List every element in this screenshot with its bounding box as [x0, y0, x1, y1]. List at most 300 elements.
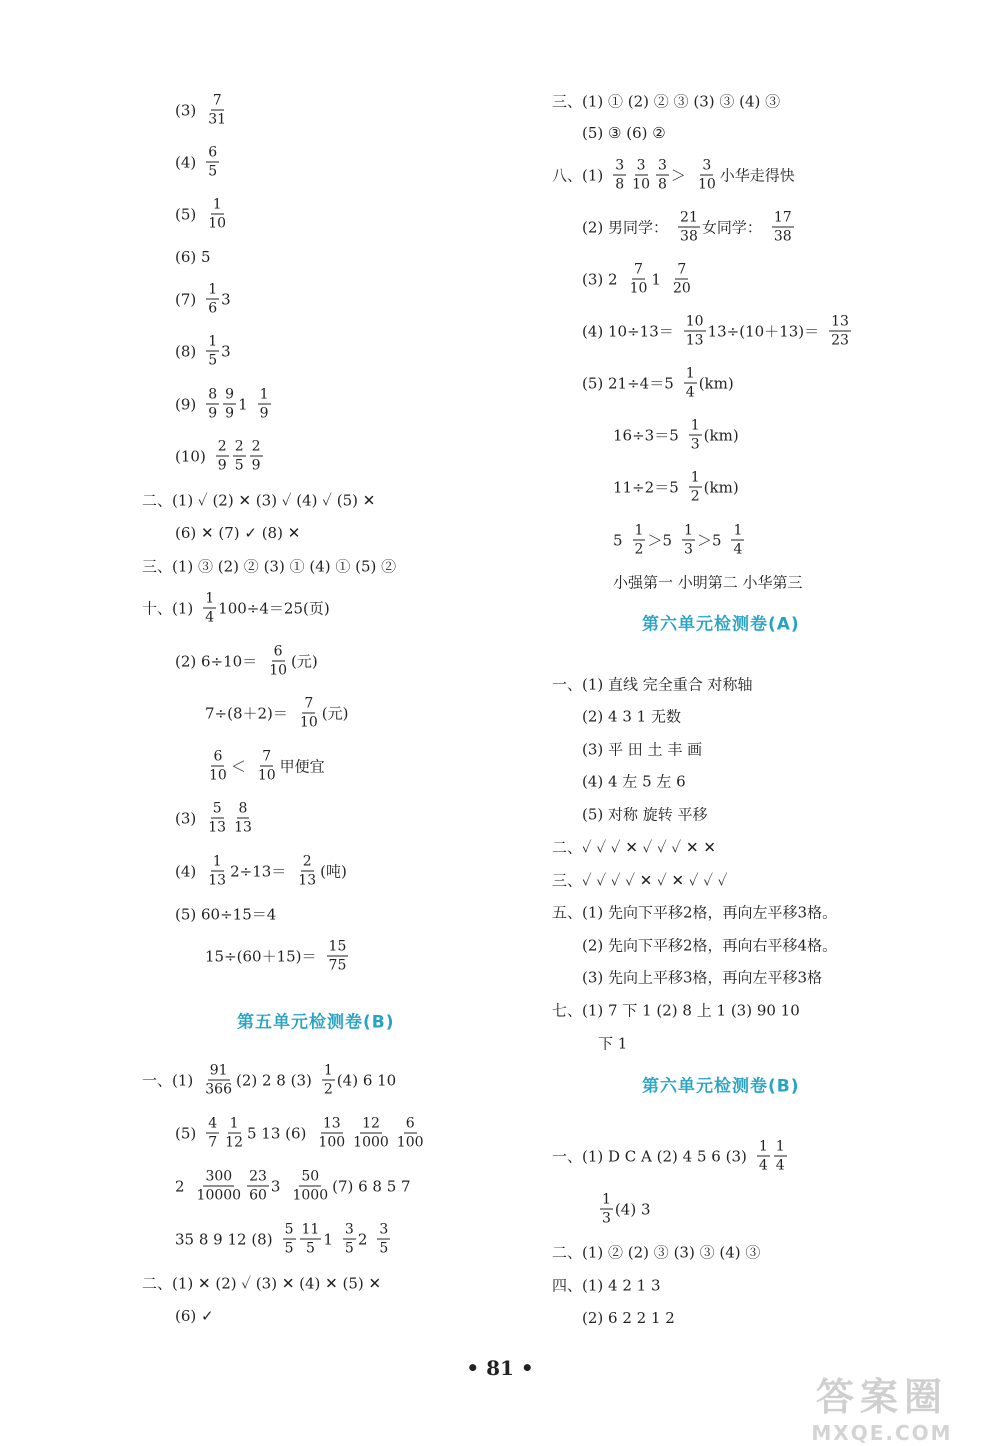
answer-text: 下 1 [598, 1034, 628, 1053]
answer-line [613, 524, 746, 557]
answer-text: (5) 对称 旋转 平移 [582, 805, 708, 824]
answer-line [582, 367, 742, 400]
fraction-denominator: 31 [208, 111, 227, 128]
fraction [684, 315, 706, 348]
answer-text: 7÷(8＋2)＝ [205, 704, 288, 723]
answer-text: 2 [357, 1230, 368, 1248]
fraction-numerator: 3 [379, 1221, 389, 1238]
fraction [258, 388, 271, 421]
fraction-denominator: 4 [758, 1157, 768, 1174]
fraction-denominator: 6 [208, 300, 218, 317]
answer-text: (4) 3 [614, 1200, 651, 1218]
fraction-numerator: 3 [636, 157, 646, 174]
fraction-denominator: 9 [259, 405, 269, 422]
answer-text: (3) [175, 809, 197, 827]
answer-line [582, 935, 845, 956]
answer-text: 三、(1) ③ (2) ② (3) ① (4) ① (5) ② [142, 557, 397, 576]
fraction [829, 315, 851, 348]
answer-line [175, 388, 273, 421]
fraction-denominator: 60 [249, 1187, 267, 1204]
answer-line [552, 159, 803, 192]
answer-text: (km) [703, 478, 739, 496]
fraction-numerator: 1 [733, 522, 743, 539]
answer-text: ＞ [670, 166, 686, 185]
fraction-denominator: 4 [775, 1157, 785, 1174]
fraction-numerator: 13 [831, 313, 849, 330]
answer-line [582, 706, 689, 727]
answer-line [582, 315, 853, 348]
fraction [351, 1117, 391, 1150]
fraction-denominator: 3 [684, 541, 693, 558]
fraction [671, 263, 693, 296]
fraction-numerator: 7 [212, 92, 222, 109]
answer-text: (3) 先向上平移3格，再向左平移3格 [582, 968, 823, 987]
fraction-denominator: 8 [658, 176, 667, 193]
fraction [203, 592, 216, 625]
fraction-denominator: 2 [690, 488, 700, 505]
fraction-numerator: 7 [677, 261, 687, 278]
answer-text: ＞5 [647, 531, 673, 550]
answer-text: (5) ③ (6) ② [582, 124, 666, 142]
answer-text: 一、(1) D C A (2) 4 5 6 (3) [552, 1147, 747, 1166]
fraction-numerator: 12 [362, 1115, 380, 1132]
fraction-denominator: 13 [234, 819, 252, 836]
fraction [731, 524, 744, 557]
fraction-numerator: 2 [234, 438, 244, 455]
fraction-denominator: 75 [328, 957, 347, 974]
answer-line [552, 1140, 789, 1173]
answer-text: 五、(1) 先向下平移2格，再向左平移3格。 [552, 903, 838, 922]
answer-text: 5 [613, 531, 623, 549]
fraction-numerator: 1 [208, 281, 218, 298]
fraction-denominator: 5 [284, 1240, 294, 1257]
answer-line [175, 1117, 428, 1150]
answer-line [142, 1273, 389, 1294]
fraction-numerator: 23 [249, 1168, 267, 1185]
fraction-denominator: 13 [208, 819, 227, 836]
answer-text: 1 [651, 270, 661, 288]
answer-line [175, 855, 355, 888]
fraction-numerator: 2 [217, 438, 227, 455]
fraction-numerator: 6 [208, 144, 218, 161]
fraction-denominator: 10 [697, 176, 716, 193]
answer-text: (2) 6 2 2 1 2 [582, 1309, 675, 1327]
fraction [233, 440, 246, 473]
answer-line [175, 1307, 222, 1325]
answer-text: 二、(1) ✕ (2) ✓ (3) ✕ (4) ✕ (5) ✕ [142, 1274, 382, 1293]
answer-text: 二、(1) ✓ (2) ✕ (3) ✓ (4) ✓ (5) ✕ [142, 491, 376, 510]
answer-text: (元) [321, 704, 349, 723]
fraction-denominator: 366 [205, 1081, 232, 1098]
answer-line [582, 804, 716, 825]
fraction-numerator: 8 [238, 800, 248, 817]
fraction [296, 855, 318, 888]
answer-text: (2) 2 8 (3) [235, 1071, 312, 1089]
fraction-numerator: 1 [690, 417, 700, 434]
answer-text: (4) 6 10 [336, 1071, 397, 1089]
fraction-numerator: 21 [680, 209, 698, 226]
fraction-numerator: 3 [658, 157, 667, 174]
fraction-numerator: 4 [208, 1115, 218, 1132]
answer-text: 四、(1) 4 2 1 3 [552, 1276, 661, 1295]
fraction-denominator: 8 [615, 176, 625, 193]
fraction-denominator: 10 [208, 215, 227, 232]
fraction [772, 211, 794, 244]
answer-text: 11÷2＝5 [613, 478, 679, 497]
fraction [696, 159, 718, 192]
fraction [689, 471, 702, 504]
fraction-numerator: 1 [685, 365, 695, 382]
answer-text: (6) ✓ [175, 1307, 214, 1325]
fraction-denominator: 1000 [292, 1187, 329, 1204]
fraction-numerator: 300 [205, 1168, 233, 1185]
answer-text: (5) 60÷15＝4 [175, 905, 277, 924]
answer-text: 100÷4＝25(页) [218, 599, 330, 618]
fraction [600, 1193, 613, 1226]
fraction-numerator: 10 [685, 313, 704, 330]
answer-text: 甲便宜 [279, 757, 325, 776]
answer-text: (4) 10÷13＝ [582, 322, 674, 341]
page-number: • 81 • [466, 1356, 534, 1380]
answer-text: (7) [175, 290, 197, 308]
fraction-numerator: 1 [208, 333, 218, 350]
answer-text: (8) [175, 342, 197, 360]
answer-text: 小强第一 小明第二 小华第三 [613, 573, 803, 592]
answer-text: 小华走得快 [719, 166, 795, 185]
fraction-numerator: 11 [301, 1221, 320, 1238]
answer-text: (6) 5 [175, 248, 211, 266]
answer-line [175, 335, 239, 368]
fraction-numerator: 3 [702, 157, 712, 174]
answer-text: 16÷3＝5 [613, 426, 679, 445]
answer-line [598, 1193, 658, 1226]
answer-text: 二、✓ ✓ ✓ ✕ ✓ ✓ ✓ ✕ ✕ [552, 838, 716, 857]
fraction [203, 1064, 234, 1097]
answer-text: (2) 男同学： [582, 218, 669, 237]
fraction [195, 1170, 244, 1203]
fraction-numerator: 1 [602, 1191, 611, 1208]
answer-text: 十、(1) [142, 599, 194, 618]
answer-line [582, 124, 674, 142]
fraction [250, 440, 263, 473]
fraction-numerator: 17 [773, 209, 792, 226]
answer-text: 二、(1) ② (2) ③ (3) ③ (4) ③ [552, 1243, 761, 1262]
left-column [0, 0, 480, 1360]
answer-text: (4) [175, 862, 197, 880]
fraction-numerator: 8 [208, 386, 218, 403]
fraction-denominator: 5 [234, 457, 244, 474]
fraction-denominator: 9 [225, 405, 235, 422]
fraction-denominator: 10 [299, 714, 318, 731]
fraction-numerator: 91 [209, 1062, 228, 1079]
answer-text: 13÷(10＋13)＝ [707, 322, 820, 341]
answer-line [552, 870, 735, 891]
answer-text: (元) [291, 652, 318, 671]
answer-line [582, 967, 830, 988]
fraction-denominator: 9 [251, 457, 261, 474]
answer-line [175, 248, 219, 266]
fraction [206, 1117, 219, 1150]
answer-text: 1 [238, 395, 248, 413]
fraction [613, 159, 626, 192]
answer-text: 5 13 (6) [247, 1124, 307, 1142]
fraction [206, 388, 219, 421]
fraction-numerator: 1 [684, 522, 693, 539]
fraction [628, 263, 650, 296]
answer-text: 3 [221, 342, 231, 360]
answer-line [142, 592, 338, 625]
fraction [377, 1223, 390, 1256]
answer-line [582, 771, 694, 792]
fraction-numerator: 6 [405, 1115, 415, 1132]
fraction-denominator: 20 [672, 280, 691, 297]
fraction [216, 440, 229, 473]
fraction [678, 211, 700, 244]
fraction-denominator: 10 [257, 767, 276, 784]
answer-line [175, 802, 256, 835]
answer-line [175, 1170, 419, 1203]
fraction [316, 1117, 347, 1150]
fraction [298, 697, 320, 730]
fraction-numerator: 1 [634, 522, 644, 539]
answer-line [175, 283, 239, 316]
watermark-url: MXQE.COM [811, 1421, 953, 1445]
answer-line [175, 904, 284, 925]
answer-text: (2) 先向下平移2格，再向右平移4格。 [582, 936, 838, 955]
answer-text: (6) ✕ (7) ✓ (8) ✕ [175, 524, 301, 542]
answer-text: (5) [175, 1124, 197, 1142]
answer-text: 三、✓ ✓ ✓ ✓ ✕ ✓ ✕ ✓ ✓ ✓ [552, 871, 728, 890]
answer-line [205, 940, 350, 973]
answer-text: (km) [698, 374, 734, 392]
fraction-numerator: 50 [301, 1168, 320, 1185]
fraction-denominator: 5 [208, 163, 218, 180]
fraction-numerator: 7 [304, 695, 314, 712]
answer-text: 一、(1) 直线 完全重合 对称轴 [552, 675, 753, 694]
fraction-numerator: 3 [615, 157, 625, 174]
fraction-denominator: 10 [209, 767, 227, 784]
fraction-denominator: 5 [344, 1240, 354, 1257]
answer-line [613, 419, 747, 452]
answer-line [552, 1000, 808, 1021]
fraction-numerator: 7 [634, 261, 643, 278]
fraction [207, 750, 229, 783]
answer-line [598, 1033, 635, 1054]
fraction-denominator: 3 [602, 1210, 611, 1227]
answer-line [552, 91, 788, 112]
answer-line [582, 211, 796, 244]
answer-line [142, 490, 383, 511]
answer-line [175, 94, 230, 127]
answer-line [582, 739, 710, 760]
fraction [206, 855, 228, 888]
fraction-numerator: 1 [775, 1138, 785, 1155]
fraction [633, 524, 646, 557]
fraction-numerator: 5 [212, 800, 222, 817]
answer-line [582, 1309, 683, 1327]
fraction [656, 159, 669, 192]
fraction [206, 802, 228, 835]
answer-text: (10) [175, 447, 206, 465]
answer-text: 七、(1) 7 下 1 (2) 8 上 1 (3) 90 10 [552, 1001, 800, 1020]
answer-text: 2 [175, 1177, 185, 1195]
answer-line [205, 750, 333, 783]
fraction-numerator: 1 [212, 196, 222, 213]
fraction [206, 94, 228, 127]
answer-text: (2) 6÷10＝ [175, 652, 258, 671]
answer-text: 一、(1) [142, 1071, 194, 1090]
fraction-numerator: 2 [251, 438, 261, 455]
fraction [343, 1223, 356, 1256]
answer-text: 三、(1) ① (2) ② ③ (3) ③ (4) ③ [552, 92, 781, 111]
fraction-denominator: 100 [318, 1134, 346, 1151]
fraction-denominator: 5 [305, 1240, 315, 1257]
fraction [206, 146, 219, 179]
fraction [774, 1140, 787, 1173]
fraction-denominator: 10000 [196, 1187, 242, 1204]
fraction-numerator: 1 [205, 590, 215, 607]
fraction [682, 524, 695, 557]
fraction-numerator: 7 [262, 748, 272, 765]
answer-text: (5) 21÷4＝5 [582, 374, 674, 393]
answer-line [613, 572, 811, 593]
answer-text: (吨) [320, 862, 347, 881]
answer-line [613, 471, 747, 504]
answer-line [175, 198, 230, 231]
fraction-denominator: 13 [685, 332, 704, 349]
fraction [206, 335, 219, 368]
answer-text: 3 [270, 1177, 281, 1195]
section-heading: 第五单元检测卷(B) [237, 1012, 395, 1033]
answer-line [175, 524, 308, 542]
fraction-numerator: 1 [758, 1138, 768, 1155]
fraction [267, 645, 289, 678]
fraction-denominator: 12 [225, 1134, 243, 1151]
watermark-logo [782, 1366, 982, 1445]
fraction-denominator: 13 [208, 872, 227, 889]
fraction-numerator: 1 [229, 1115, 239, 1132]
section-heading: 第六单元检测卷(A) [642, 614, 800, 635]
fraction [223, 388, 236, 421]
answer-text: (3) [175, 101, 197, 119]
fraction-numerator: 1 [259, 386, 269, 403]
answer-text: (4) 4 左 5 左 6 [582, 772, 686, 791]
answer-text: 2÷13＝ [230, 862, 287, 881]
answer-text: 1 [323, 1230, 333, 1248]
fraction [395, 1117, 426, 1150]
answer-text: 八、(1) [552, 166, 604, 185]
fraction-denominator: 38 [773, 228, 792, 245]
answer-text: (7) 6 8 5 7 [332, 1177, 411, 1195]
fraction-denominator: 10 [629, 280, 648, 297]
answer-line [175, 440, 265, 473]
fraction-denominator: 1000 [353, 1134, 389, 1151]
answer-line [552, 674, 761, 695]
answer-text: 女同学： [701, 218, 762, 237]
answer-text: ＜ [230, 757, 246, 776]
fraction [206, 283, 219, 316]
fraction [300, 1223, 322, 1256]
fraction-denominator: 4 [205, 609, 215, 626]
fraction [689, 419, 702, 452]
answer-line [552, 837, 724, 858]
fraction-denominator: 2 [634, 541, 644, 558]
fraction-denominator: 5 [208, 352, 218, 369]
answer-text: (2) 4 3 1 无数 [582, 707, 681, 726]
fraction-denominator: 5 [379, 1240, 389, 1257]
fraction-numerator: 9 [225, 386, 235, 403]
fraction [223, 1117, 245, 1150]
fraction [757, 1140, 770, 1173]
fraction-numerator: 15 [328, 938, 347, 955]
fraction-numerator: 1 [212, 853, 222, 870]
answer-text: 35 8 9 12 (8) [175, 1230, 273, 1248]
answer-line [552, 902, 845, 923]
fraction-denominator: 23 [831, 332, 849, 349]
fraction [256, 750, 278, 783]
answer-text: (9) [175, 395, 197, 413]
watermark-text: 答案圈 [815, 1375, 948, 1419]
answer-line [142, 1064, 404, 1097]
answer-line [205, 697, 356, 730]
fraction [290, 1170, 330, 1203]
section-heading: 第六单元检测卷(B) [642, 1076, 800, 1097]
fraction-denominator: 38 [680, 228, 698, 245]
fraction [684, 367, 697, 400]
fraction-denominator: 13 [298, 872, 317, 889]
fraction-denominator: 9 [217, 457, 227, 474]
fraction [322, 1064, 335, 1097]
answer-text: (3) 平 田 土 丰 画 [582, 740, 703, 759]
fraction-denominator: 10 [632, 176, 650, 193]
fraction [247, 1170, 269, 1203]
fraction-numerator: 2 [302, 853, 312, 870]
answer-text: 3 [221, 290, 231, 308]
fraction-denominator: 4 [685, 384, 695, 401]
answer-text: ＞5 [696, 531, 722, 550]
fraction [327, 940, 349, 973]
fraction-numerator: 1 [323, 1062, 333, 1079]
fraction-denominator: 3 [690, 436, 700, 453]
fraction-numerator: 6 [213, 748, 223, 765]
answer-line [175, 146, 221, 179]
answer-line [142, 556, 404, 577]
fraction-numerator: 5 [284, 1221, 294, 1238]
answer-line [582, 263, 695, 296]
fraction-numerator: 6 [273, 643, 283, 660]
answer-text: (3) 2 [582, 270, 618, 288]
fraction-denominator: 9 [208, 405, 218, 422]
fraction-numerator: 3 [344, 1221, 354, 1238]
right-column [520, 0, 1000, 1360]
fraction-denominator: 7 [208, 1134, 218, 1151]
fraction-denominator: 10 [269, 662, 288, 679]
answer-text: (5) [175, 205, 197, 223]
answer-line [552, 1275, 669, 1296]
answer-text: (4) [175, 153, 197, 171]
answer-line [175, 1223, 392, 1256]
fraction-denominator: 4 [733, 541, 743, 558]
fraction-denominator: 100 [396, 1134, 424, 1151]
fraction [232, 802, 254, 835]
fraction [630, 159, 652, 192]
fraction-denominator: 2 [323, 1081, 333, 1098]
fraction [283, 1223, 296, 1256]
answer-line [175, 645, 326, 678]
answer-line [552, 1242, 768, 1263]
answer-text: 15÷(60＋15)＝ [205, 947, 317, 966]
answer-text: (km) [703, 426, 739, 444]
